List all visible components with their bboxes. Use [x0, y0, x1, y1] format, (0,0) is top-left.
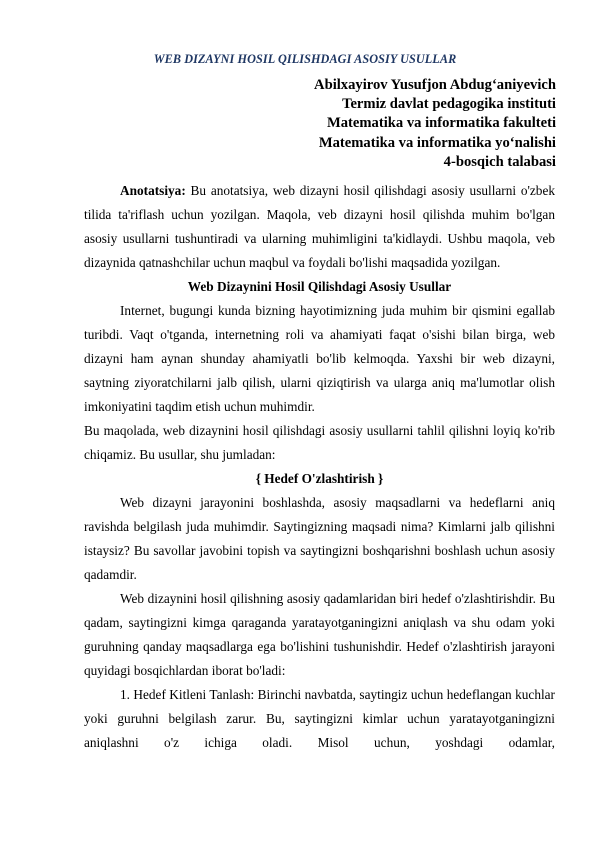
author-name: Abilxayirov Yusufjon Abdug‘aniyevich — [314, 77, 556, 93]
author-institute: Termiz davlat pedagogika instituti — [342, 96, 556, 113]
body-text — [84, 179, 555, 755]
subheading: { Hedef O'zlashtirish } — [255, 471, 384, 486]
list-item-1: 1. Hedef Kitleni Tanlash: Birinchi navbatda, saytingiz uchun hedeflangan kuchlar yoki guruhni belgilash zarur. Bu, saytingizni kimlar uchun yaratayotganingizni aniqlashni o'z ichiga oladi. Misol uchun, yoshdagi odamlar, — [84, 687, 555, 750]
section-heading: Web Dizaynini Hosil Qilishdagi Asosiy Usullar — [187, 279, 452, 294]
paper-title: WEB DIZAYNI HOSIL QILISHDAGI ASOSIY USULLAR — [153, 52, 457, 66]
author-direction: Matematika va informatika yo‘nalishi — [318, 134, 556, 151]
abstract-paragraph — [84, 179, 555, 275]
intro-paragraph: Internet, bugungi kunda bizning hayotimizning juda muhim bir qismini egallab turibdi. Vaqt o'tganda, internetning roli va ahamiyati faqat o'sishi bilan birga, web dizayni ham aynan shunday ahamiyatli bo'lib kelmoqda. Yaxshi bir web dizayni, saytning ziyoratchilarni jalb qilish, ularni qiziqtirish va ularga aniq ma'lumotlar olish imkoniyatini taqdim etish uchun muhimdir. — [84, 303, 555, 414]
analysis-paragraph: Bu maqolada, web dizaynini hosil qilishdagi asosiy usullarni tahlil qilishni loyiq ko'rib chiqamiz. Bu usullar, shu jumladan: — [84, 423, 555, 462]
goals-paragraph: Web dizayni jarayonini boshlashda, asosiy maqsadlarni va hedeflarni aniq ravishda belgilash juda muhimdir. Saytingizning maqsadi nima? Kimlarni jalb qilishni istaysiz? Bu savollar javobini topish va saytingizni boshqarishni boshlash uchun asosiy qadamdir. — [84, 495, 555, 582]
abstract-label: Anotatsiya: — [120, 183, 186, 198]
step-paragraph: Web dizaynini hosil qilishning asosiy qadamlaridan biri hedef o'zlashtirishdir. Bu qadam, saytingizni kimga qaraganda yaratayotganingizni aniqlash va shu odam yoki guruhning qanday maqsadlarga ega bo'lishini tushunishdir. Hedef o'zlashtirish jarayoni quyidagi bosqichlardan iborat bo'ladi: — [84, 591, 555, 678]
author-faculty: Matematika va informatika fakulteti — [326, 115, 556, 132]
author-block — [136, 76, 556, 172]
abstract-text: Bu anotatsiya, web dizayni hosil qilishdagi asosiy usullarni o'zbek tilida ta'riflash uchun yozilgan. Maqola, veb dizayni hosil qilishda muhim bo'lgan asosiy usullarni tushuntiradi va ularning muhimligini ta'kidlaydi. Ushbu maqola, veb dizaynida qatnashchilar uchun maqbul va foydali bo'lishi maqsadida yozilgan. — [84, 183, 555, 270]
author-course: 4-bosqich talabasi — [443, 153, 556, 170]
